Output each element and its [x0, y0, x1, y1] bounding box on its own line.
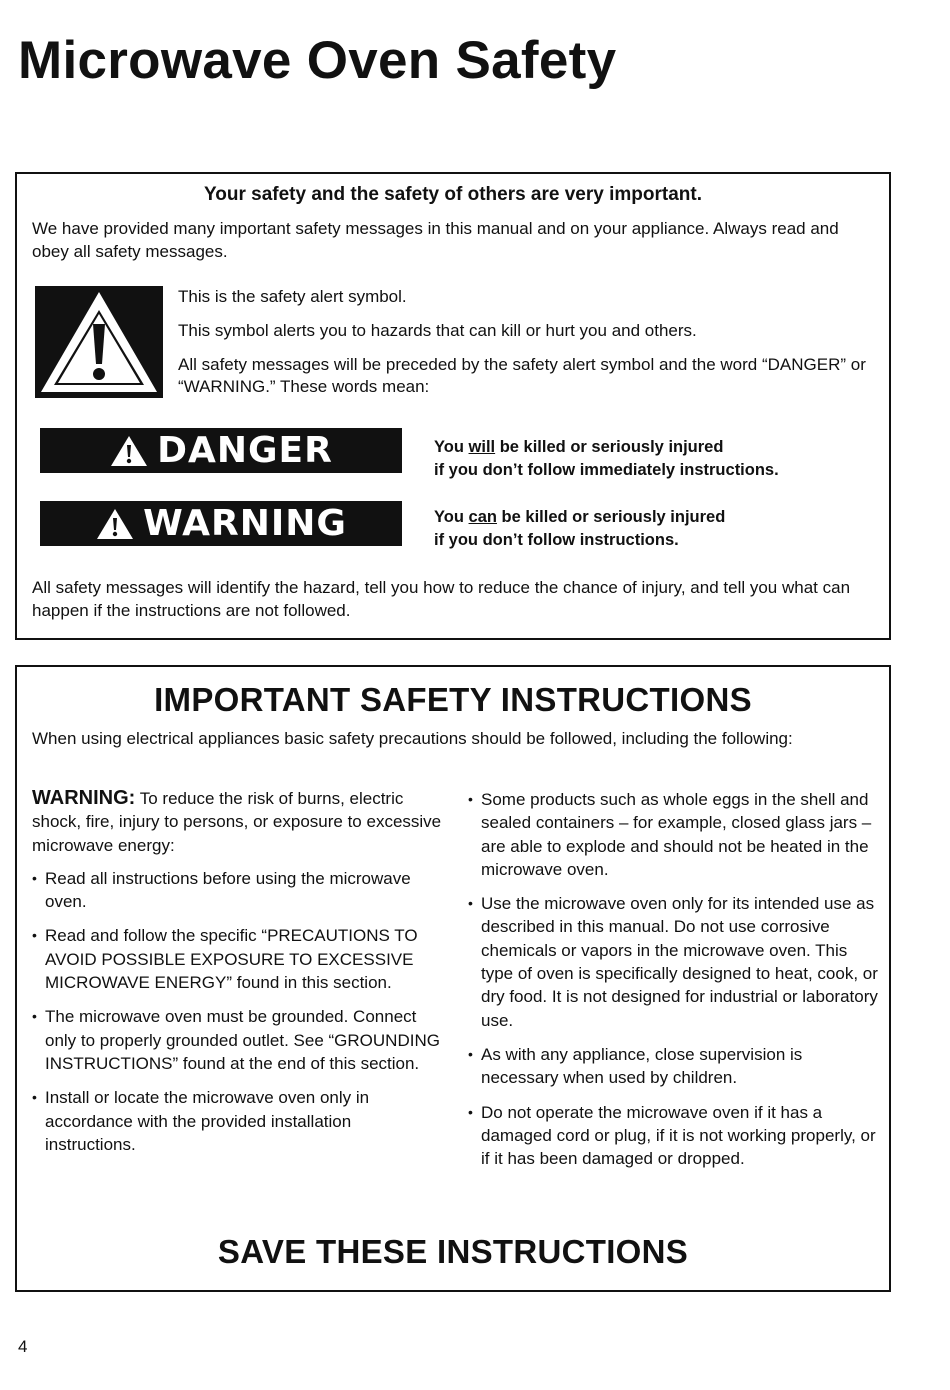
alert-symbol-description [178, 286, 878, 410]
list-item: • Use the microwave oven only for its intended use as described in this manual. Do not use corrosive chemicals or vapors in the microwave oven. This type of oven is specifically designed to heat, cook, or dry food. It is not designed for industrial or laboratory use. [468, 892, 883, 1032]
instructions-left-column [32, 787, 442, 1167]
important-instructions-box [15, 665, 891, 1292]
alert-line: This symbol alerts you to hazards that can kill or hurt you and others. [178, 321, 697, 340]
save-instructions-footer: SAVE THESE INSTRUCTIONS [217, 1233, 689, 1270]
safety-intro: We have provided many important safety messages in this manual and on your appliance. Always read and obey all safety messages. [32, 219, 839, 261]
instructions-right-column [468, 788, 883, 1181]
list-item: • Install or locate the microwave oven only in accordance with the provided installation instructions. [32, 1086, 442, 1156]
warning-suffix: be killed or seriously injured [496, 508, 726, 526]
instructions-intro: When using electrical appliances basic safety precautions should be followed, including the following: [32, 729, 793, 748]
warning-line-2: if you don’t follow instructions. [434, 531, 679, 549]
warning-label: WARNING [143, 503, 347, 544]
warning-intro-text: To reduce the risk of burns, electric shock, fire, injury to persons, or exposure to excessive microwave energy: [32, 789, 442, 855]
danger-prefix: You [434, 438, 469, 456]
warning-intro [32, 787, 442, 857]
danger-label: DANGER [157, 430, 333, 471]
safety-alert-symbol-icon [35, 286, 163, 398]
list-item: • Read all instructions before using the microwave oven. [32, 867, 442, 914]
list-item: • Some products such as whole eggs in the shell and sealed containers – for example, closed glass jars – are able to explode and should not be heated in the microwave oven. [468, 788, 883, 881]
alert-triangle-icon [95, 507, 135, 541]
page-number: 4 [18, 1337, 28, 1356]
danger-definition [434, 436, 884, 482]
list-item: • As with any appliance, close supervision is necessary when used by children. [468, 1043, 883, 1090]
warning-label-text: WARNING: [32, 787, 136, 809]
danger-banner [40, 428, 402, 473]
danger-line-1 [434, 436, 884, 459]
warning-banner [40, 501, 402, 546]
list-item: • The microwave oven must be grounded. Connect only to properly grounded outlet. See “GROUNDING INSTRUCTIONS” found at the end of this section. [32, 1005, 442, 1075]
instructions-heading: IMPORTANT SAFETY INSTRUCTIONS [154, 681, 752, 718]
list-item: • Read and follow the specific “PRECAUTIONS TO AVOID POSSIBLE EXPOSURE TO EXCESSIVE MICROWAVE ENERGY” found in this section. [32, 924, 442, 994]
alert-line: All safety messages will be preceded by the safety alert symbol and the word “DANGER” or “WARNING.” These words mean: [178, 355, 866, 396]
warning-definition [434, 506, 884, 552]
safety-footer: All safety messages will identify the hazard, tell you how to reduce the chance of injury, and tell you what can happen if the instructions are not followed. [32, 578, 851, 620]
warning-line-1 [434, 506, 884, 529]
danger-line-2: if you don’t follow immediately instructions. [434, 461, 779, 479]
safety-heading: Your safety and the safety of others are very important. [203, 184, 702, 205]
page-title: Microwave Oven Safety [18, 31, 617, 90]
left-bullet-list [32, 867, 442, 1156]
danger-suffix: be killed or seriously injured [495, 438, 724, 456]
warning-emphasis: can [468, 508, 497, 526]
warning-prefix: You [434, 508, 469, 526]
right-bullet-list [468, 788, 883, 1170]
alert-triangle-icon [109, 434, 149, 468]
danger-emphasis: will [468, 438, 496, 456]
list-item: • Do not operate the microwave oven if it has a damaged cord or plug, if it is not working properly, or if it has been damaged or dropped. [468, 1101, 883, 1171]
safety-message-box [15, 172, 891, 640]
alert-line: This is the safety alert symbol. [178, 287, 407, 306]
